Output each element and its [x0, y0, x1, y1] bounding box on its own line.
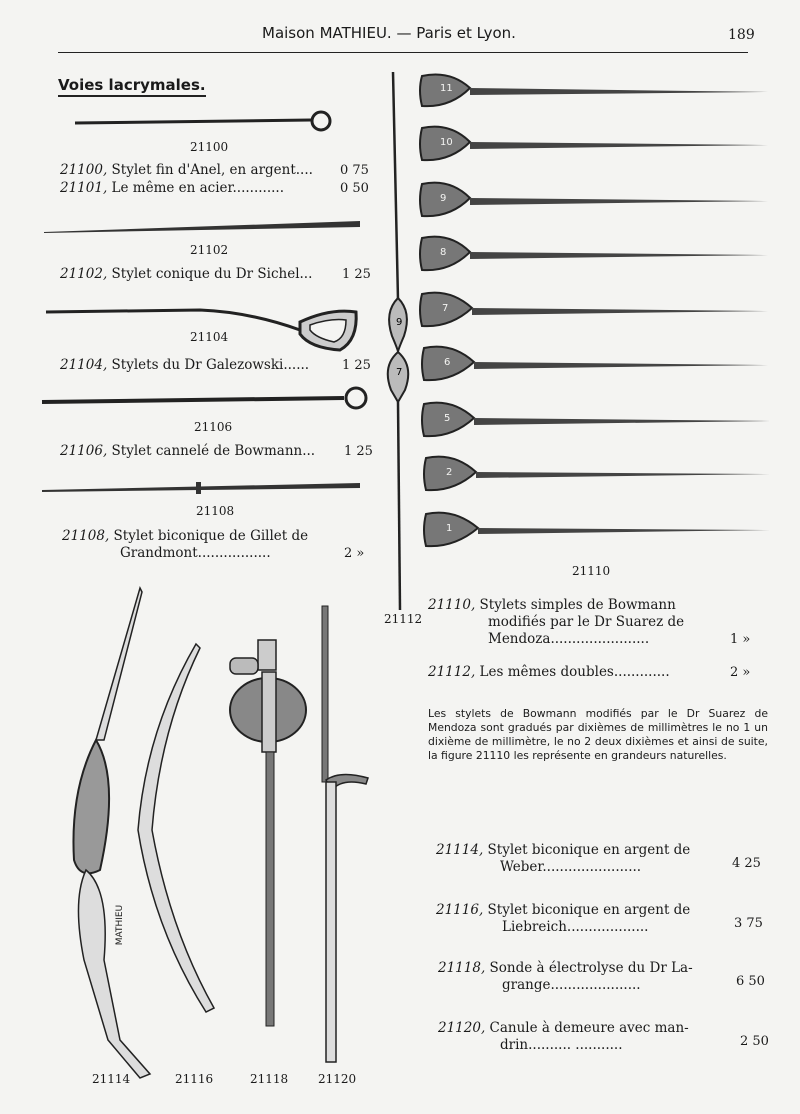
entry-21118: 21118, Sonde à électrolyse du Dr La- [438, 960, 693, 976]
entry-21108: 21108, Stylet biconique de Gillet de [62, 528, 309, 544]
entry-21102: 21102, Stylet conique du Dr Sichel... [60, 266, 313, 282]
probe-size-mark-1: 1 [446, 523, 453, 534]
page-number: 189 [728, 27, 755, 43]
price-21116: 3 75 [734, 916, 763, 931]
fig-21116: 21116 [175, 1072, 214, 1086]
price-21106: 1 25 [344, 444, 373, 459]
entry-21120: 21120, Canule à demeure avec man- [438, 1020, 689, 1036]
probe-size-mark-9: 9 [440, 193, 447, 204]
entry-21110-line3: Mendoza....................... [488, 631, 650, 647]
stylet-double-illustration [388, 72, 408, 610]
mathieu-stamp-weber: MATHIEU [115, 904, 126, 946]
note-paragraph: Les stylets de Bowmann modifiés par le Dr Suarez de Mendoza sont gradués par dixièmes de millimètres le no 1 un dixième de millimètre, le no 2 deux dixièmes et ainsi de suite, la figure 21110 les représente en grandeurs naturelles. [428, 707, 768, 762]
price-21100: 0 75 [340, 163, 369, 178]
entry-21114-line2: Weber....................... [500, 859, 642, 875]
probe-size-mark-7: 7 [442, 303, 449, 314]
probe-5 [422, 403, 770, 437]
entry-21114: 21114, Stylet biconique en argent de [436, 842, 691, 858]
price-21110: 1 » [730, 632, 751, 647]
probe-size-mark-8: 8 [440, 247, 447, 258]
probe-11 [420, 75, 768, 107]
entry-21110-line2: modifiés par le Dr Suarez de [488, 614, 685, 630]
price-21120: 2 50 [740, 1034, 769, 1049]
entry-21112: 21112, Les mêmes doubles............. [428, 664, 670, 680]
fig-21108: 21108 [196, 504, 235, 518]
entry-21106: 21106, Stylet cannelé de Bowmann... [60, 443, 316, 459]
probe-2 [424, 457, 770, 491]
price-21102: 1 25 [342, 267, 371, 282]
fig-21112: 21112 [384, 612, 423, 626]
section-title: Voies lacrymales. [58, 76, 206, 97]
fig-21120: 21120 [318, 1072, 357, 1086]
probe-8 [420, 237, 768, 271]
fig-21102: 21102 [190, 243, 229, 257]
entry-21120-line2: drin.......... ........... [500, 1037, 623, 1053]
stylet-bowmann-illustration [42, 388, 366, 408]
canule-illustration [322, 606, 368, 1062]
probe-size-mark-2: 2 [446, 467, 453, 478]
header-title: Maison MATHIEU. — Paris et Lyon. [262, 24, 516, 42]
price-21112: 2 » [730, 665, 751, 680]
entry-21116: 21116, Stylet biconique en argent de [436, 902, 691, 918]
fig-21100: 21100 [190, 140, 229, 154]
entry-21104: 21104, Stylets du Dr Galezowski...... [60, 357, 310, 373]
price-21118: 6 50 [736, 974, 765, 989]
probe-size-mark-11: 11 [440, 83, 453, 94]
fig-21106: 21106 [194, 420, 233, 434]
fig-21118: 21118 [250, 1072, 289, 1086]
double-mark-7: 7 [396, 367, 403, 378]
stylet-anel-illustration [75, 112, 330, 130]
entry-21101: 21101, Le même en acier............ [60, 180, 285, 196]
probe-size-mark-10: 10 [440, 137, 453, 148]
price-21101: 0 50 [340, 181, 369, 196]
entry-21116-line2: Liebreich................... [502, 919, 649, 935]
entry-21110: 21110, Stylets simples de Bowmann [428, 597, 676, 613]
entry-21118-line2: grange..................... [502, 977, 641, 993]
probe-1 [424, 513, 770, 547]
probe-9 [420, 183, 768, 217]
sonde-lagrange-illustration [230, 640, 306, 1026]
fig-21114: 21114 [92, 1072, 131, 1086]
stylet-gillet-illustration [42, 482, 360, 494]
entry-21100: 21100, Stylet fin d'Anel, en argent.... [60, 162, 313, 178]
probe-7 [420, 293, 768, 327]
fig-21110: 21110 [572, 564, 611, 578]
probe-size-mark-6: 6 [444, 357, 451, 368]
stylet-sichel-illustration [44, 221, 360, 233]
stylet-liebreich-illustration [138, 644, 214, 1012]
probe-10 [420, 127, 768, 161]
entry-21108-line2: Grandmont................. [120, 545, 271, 561]
price-21108: 2 » [344, 546, 365, 561]
probe-size-mark-5: 5 [444, 413, 451, 424]
price-21114: 4 25 [732, 856, 761, 871]
double-mark-9: 9 [396, 317, 403, 328]
fig-21104: 21104 [190, 330, 229, 344]
probe-6 [422, 347, 768, 381]
stylets-bowmann-set-illustration [420, 75, 770, 547]
price-21104: 1 25 [342, 358, 371, 373]
